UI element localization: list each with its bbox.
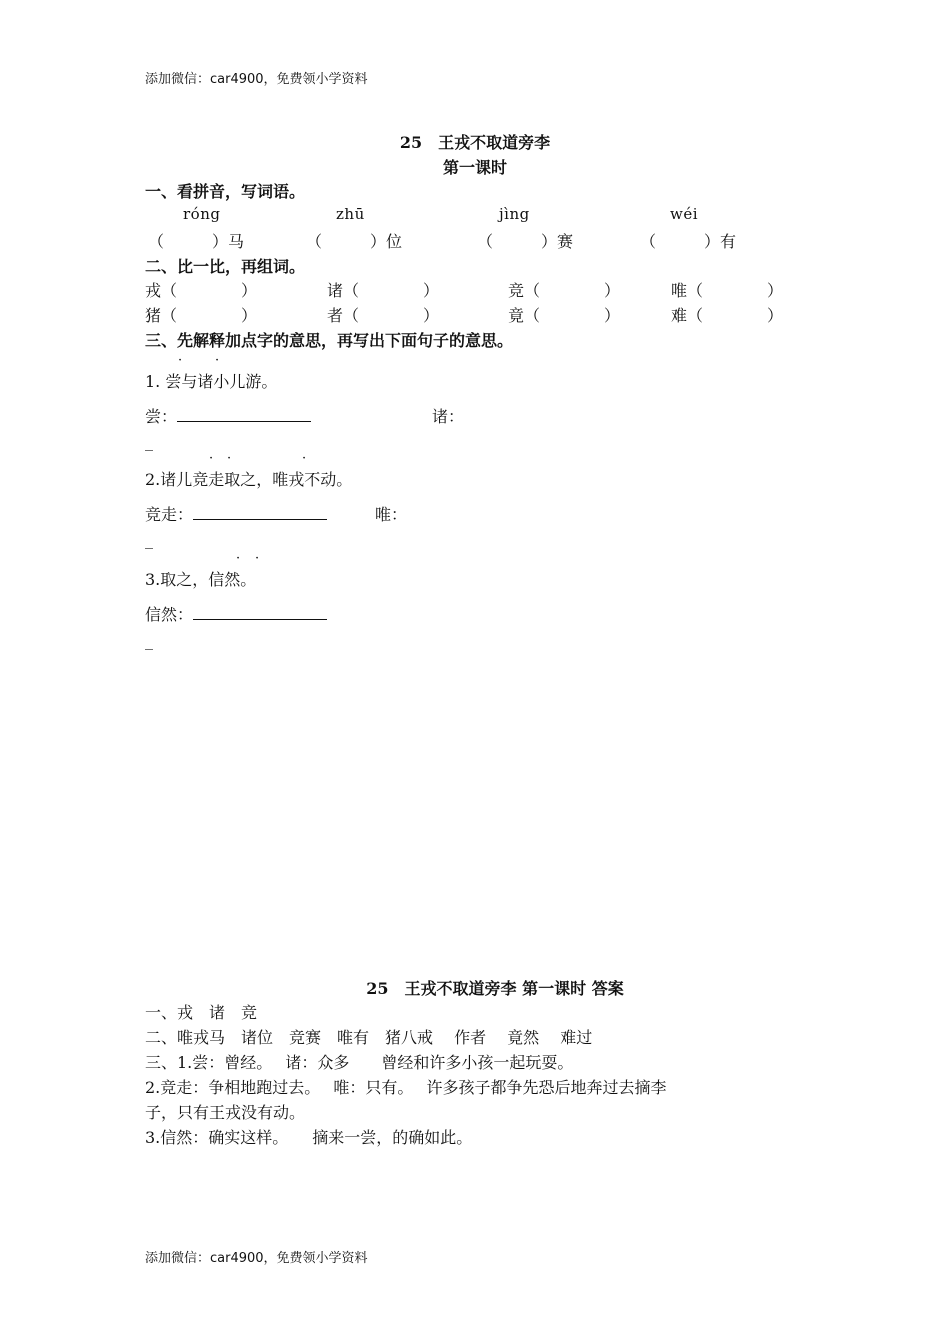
pinyin-3: jìng — [499, 205, 530, 223]
word-blank-1: （ ）马 — [148, 232, 245, 251]
section3-heading: 三、先解释加点字的意思，再写出下面句子的意思。 — [145, 331, 514, 350]
answer-line: 2.竞走：争相地跑过去。 唯：只有。 许多孩子都争先恐后地奔过去摘李 — [145, 1078, 667, 1097]
emphasis-dot: · — [255, 551, 260, 566]
q3-label-a: 信然： — [145, 605, 194, 624]
section2-heading: 二、比一比，再组词。 — [145, 257, 306, 276]
q2-label-b: 唯： — [375, 505, 408, 524]
q3-sentence: 3.取之，信然。 — [145, 570, 257, 589]
page-header: 添加微信：car4900，免费领小学资料 — [145, 72, 368, 87]
answer-line: 子，只有王戎没有动。 — [145, 1103, 306, 1122]
emphasis-dot: · — [302, 451, 307, 466]
emphasis-dot: · — [178, 353, 183, 368]
compare-1b: 猪（ ） — [145, 306, 258, 325]
q1-dash: _ — [145, 432, 153, 451]
q1-label-a: 尝： — [145, 407, 178, 426]
q1-label-b: 诸： — [432, 407, 465, 426]
q2-blank-a[interactable] — [193, 504, 327, 520]
page-subtitle: 第一课时 — [442, 158, 507, 177]
compare-1a: 戎（ ） — [145, 281, 258, 300]
answer-line: 三、1.尝：曾经。 诸：众多 曾经和许多小孩一起玩耍。 — [145, 1053, 574, 1072]
compare-4a: 唯（ ） — [671, 281, 784, 300]
q2-label-a: 竞走： — [145, 505, 194, 524]
word-blank-2: （ ）位 — [306, 232, 403, 251]
section1-heading: 一、看拼音，写词语。 — [145, 182, 306, 201]
emphasis-dot: · — [236, 551, 241, 566]
q3-blank-a[interactable] — [193, 604, 327, 620]
pinyin-1: róng — [183, 205, 221, 223]
q2-answer-a — [145, 502, 327, 525]
q3-answer-a — [145, 602, 327, 625]
compare-4b: 难（ ） — [671, 306, 784, 325]
compare-2a: 诸（ ） — [327, 281, 440, 300]
q2-sentence: 2.诸儿竞走取之，唯戎不动。 — [145, 470, 353, 489]
answer-line: 二、唯戎马 诸位 竞赛 唯有 猪八戒 作者 竟然 难过 — [145, 1028, 593, 1047]
compare-3b: 竟（ ） — [508, 306, 621, 325]
word-blank-4: （ ）有 — [640, 232, 737, 251]
q1-answer-a — [145, 404, 311, 427]
answers-title: 25 王戎不取道旁李 第一课时 答案 — [366, 979, 624, 998]
page-footer: 添加微信：car4900，免费领小学资料 — [145, 1251, 368, 1266]
q1-sentence: 1. 尝与诸小儿游。 — [145, 372, 278, 391]
answer-line: 一、戎 诸 竞 — [145, 1003, 258, 1022]
emphasis-dot: · — [209, 451, 214, 466]
q3-dash: _ — [145, 631, 153, 650]
q1-blank-a[interactable] — [177, 406, 311, 422]
pinyin-2: zhū — [336, 205, 365, 223]
compare-3a: 竞（ ） — [508, 281, 621, 300]
page-title: 25 王戎不取道旁李 — [399, 133, 551, 152]
emphasis-dot: · — [215, 353, 220, 368]
word-blank-3: （ ）赛 — [477, 232, 574, 251]
compare-2b: 者（ ） — [327, 306, 440, 325]
emphasis-dot: · — [227, 451, 232, 466]
pinyin-4: wéi — [670, 205, 699, 223]
answer-line: 3.信然：确实这样。 摘来一尝，的确如此。 — [145, 1128, 473, 1147]
q2-dash: _ — [145, 530, 153, 549]
